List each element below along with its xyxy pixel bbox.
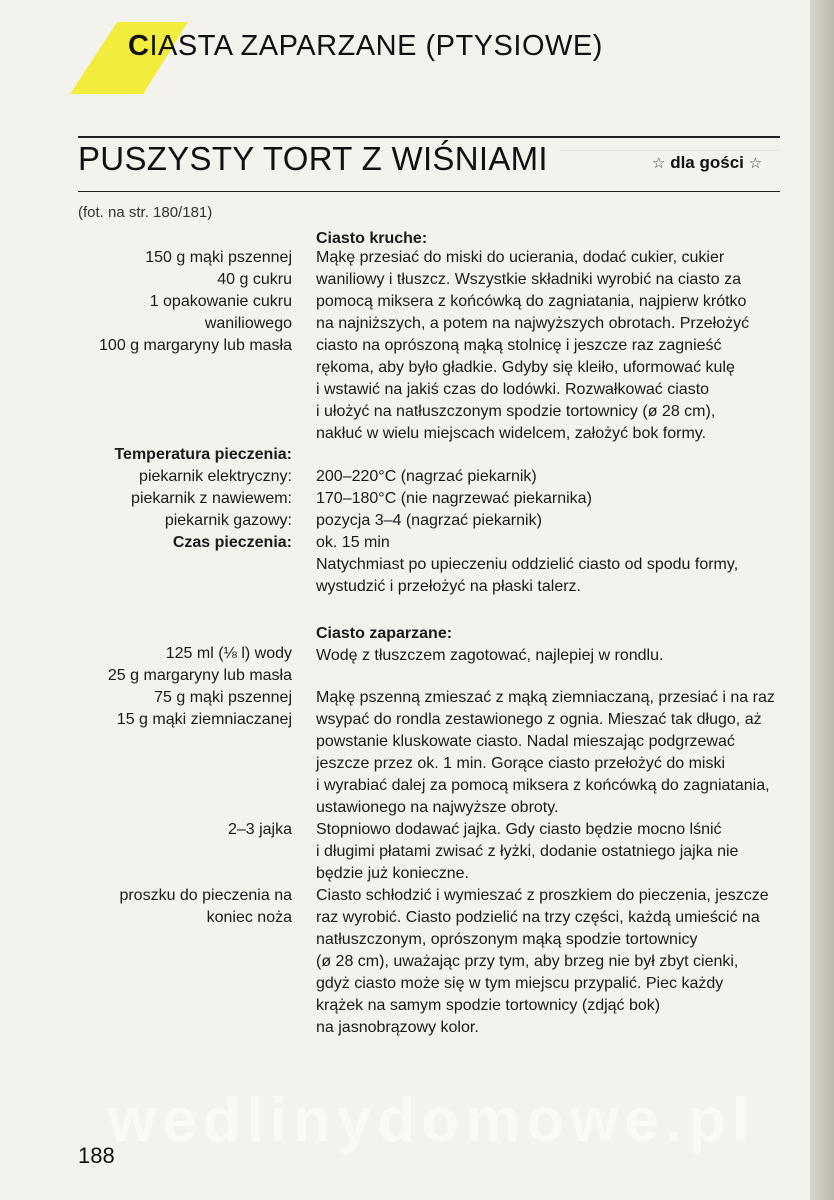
method-line: wsypać do rondla zestawionego z ognia. Mieszać tak długo, aż xyxy=(316,711,762,728)
method-line: rękoma, aby było gładkie. Gdyby się kleiło, uformować kulę xyxy=(316,359,735,376)
ingredient: 100 g margaryny lub masła xyxy=(99,337,292,354)
method-line: ciasto na oprószoną mąką stolnicę i jeszcze raz zagnieść xyxy=(316,337,722,354)
method-line: pomocą miksera z końcówką do zagniatania, najpierw krótko xyxy=(316,293,747,310)
method-line: i wyrabiać dalej za pomocą miksera z końcówką do zagniatania, xyxy=(316,777,770,794)
choux-step4-ingredients xyxy=(40,885,292,929)
method-line: i długimi płatami zwisać z łyżki, dodanie ostatniego jajka nie xyxy=(316,843,739,860)
baking-labels xyxy=(40,444,292,554)
method-line: gdyż ciasto może się w tym miejscu przypalić. Piec każdy xyxy=(316,975,724,992)
choux-step4-method xyxy=(316,885,786,1039)
guest-badge xyxy=(652,153,762,173)
electric-oven-value: 200–220°C (nagrzać piekarnik) xyxy=(316,468,537,485)
ingredient: waniliowego xyxy=(204,315,292,332)
gas-oven-label: piekarnik gazowy: xyxy=(164,512,292,529)
method-line: Mąkę przesiać do miski do ucierania, dodać cukier, cukier xyxy=(316,249,725,266)
method-line: Stopniowo dodawać jajka. Gdy ciasto będzie mocno lśnić xyxy=(316,821,722,838)
choux-step1-method xyxy=(316,645,786,667)
chapter-title-rest: IASTA ZAPARZANE (PTYSIOWE) xyxy=(149,30,603,62)
electric-oven-label: piekarnik elektryczny: xyxy=(139,468,292,485)
title-rule-bottom xyxy=(78,191,780,192)
crust-ingredients xyxy=(40,247,292,357)
method-line: raz wyrobić. Ciasto podzielić na trzy części, każdą umieścić na xyxy=(316,909,760,926)
method-line: powstanie kluskowate ciasto. Nadal mieszając podgrzewać xyxy=(316,733,735,750)
page-number: 188 xyxy=(78,1143,115,1168)
section-heading: Ciasto kruche: xyxy=(316,230,428,247)
choux-step1-ingredients xyxy=(40,643,292,687)
baking-time-label: Czas pieczenia: xyxy=(172,534,292,551)
method-line: jeszcze przez ok. 1 min. Gorące ciasto przełożyć do miski xyxy=(316,755,726,772)
fan-oven-value: 170–180°C (nie nagrzewać piekarnika) xyxy=(316,490,592,507)
method-line: nakłuć w wielu miejscach widelcem, założyć bok formy. xyxy=(316,425,707,442)
ingredient: koniec noża xyxy=(206,909,292,926)
ingredient: proszku do pieczenia na xyxy=(119,887,292,904)
fan-oven-label: piekarnik z nawiewem: xyxy=(131,490,292,507)
ingredient: 1 opakowanie cukru xyxy=(149,293,292,310)
watermark: wedlinydomowe.pl xyxy=(108,1086,756,1155)
ingredient: 75 g mąki pszennej xyxy=(154,689,292,706)
method-line: na jasnobrązowy kolor. xyxy=(316,1019,479,1036)
choux-step3-method xyxy=(316,819,786,885)
method-line: wystudzić i przełożyć na płaski talerz. xyxy=(316,578,581,595)
choux-step2-ingredients xyxy=(40,687,292,731)
method-line: i ułożyć na natłuszczonym spodzie tortownicy (ø 28 cm), xyxy=(316,403,716,420)
method-line: ustawionego na najwyższe obroty. xyxy=(316,799,559,816)
baking-time-value: ok. 15 min xyxy=(316,534,390,551)
chapter-title xyxy=(128,30,603,63)
page-edge-shadow xyxy=(810,0,834,1200)
photo-reference: (fot. na str. 180/181) xyxy=(78,204,213,221)
section-heading: Ciasto zaparzane: xyxy=(316,625,453,642)
method-line: waniliowy i tłuszcz. Wszystkie składniki wyrobić na ciasto za xyxy=(316,271,742,288)
choux-step2-method xyxy=(316,687,786,819)
method-line: Ciasto schłodzić i wymieszać z proszkiem do pieczenia, jeszcze xyxy=(316,887,769,904)
ingredient: 25 g margaryny lub masła xyxy=(107,667,292,684)
gas-oven-value: pozycja 3–4 (nagrzać piekarnik) xyxy=(316,512,542,529)
crust-method xyxy=(316,247,786,445)
ingredient: 40 g cukru xyxy=(217,271,292,288)
method-line: Wodę z tłuszczem zagotować, najlepiej w rondlu. xyxy=(316,647,664,664)
method-line: Natychmiast po upieczeniu oddzielić ciasto od spodu formy, xyxy=(316,556,739,573)
temperature-heading: Temperatura pieczenia: xyxy=(114,446,292,463)
choux-step3-ingredients xyxy=(40,819,292,841)
method-line: natłuszczonym, oprószonym mąką spodzie tortownicy xyxy=(316,931,698,948)
method-line: Mąkę pszenną zmieszać z mąką ziemniaczaną, przesiać i na raz xyxy=(316,689,775,706)
ingredient: 150 g mąki pszennej xyxy=(145,249,292,266)
method-line: krążek na samym spodzie tortownicy (zdjąć bok) xyxy=(316,997,661,1014)
method-line: (ø 28 cm), uważając przy tym, aby brzeg nie był zbyt cienki, xyxy=(316,953,739,970)
star-icon: ☆ xyxy=(652,155,666,172)
baking-values xyxy=(316,466,786,598)
method-line: i wstawić na jakiś czas do lodówki. Rozwałkować ciasto xyxy=(316,381,710,398)
star-icon: ☆ xyxy=(748,155,763,172)
method-line: na najniższych, a potem na najwyższych obrotach. Przełożyć xyxy=(316,315,750,332)
method-line: będzie już konieczne. xyxy=(316,865,469,882)
recipe-title: PUSZYSTY TORT Z WIŚNIAMI xyxy=(78,140,548,177)
chapter-title-initial: C xyxy=(128,30,150,62)
choux-heading xyxy=(316,623,786,645)
ingredient: 15 g mąki ziemniaczanej xyxy=(116,711,292,728)
guest-badge-label: dla gości xyxy=(670,153,744,172)
title-rule-top xyxy=(78,136,780,138)
ingredient: 2–3 jajka xyxy=(227,821,292,838)
ingredient: 125 ml (⅛ l) wody xyxy=(165,645,292,662)
